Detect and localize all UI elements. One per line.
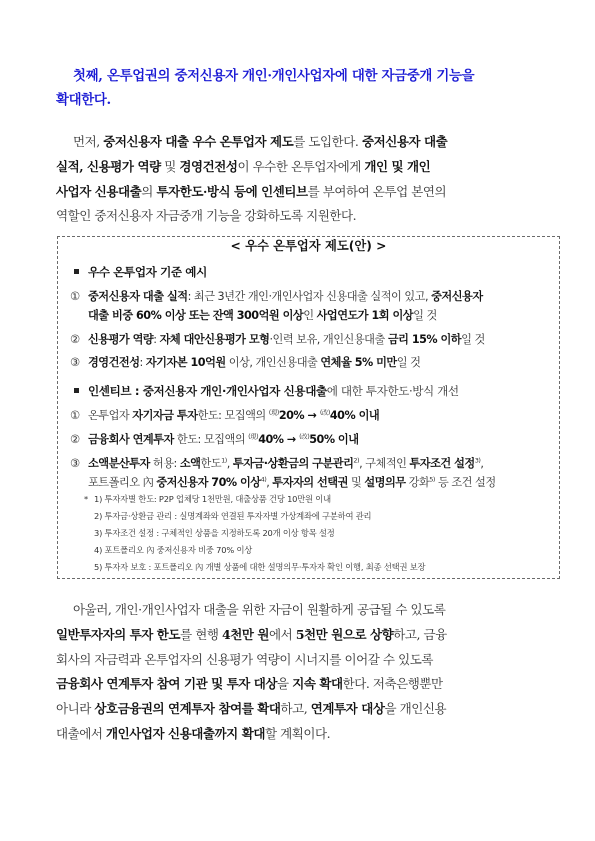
paragraph-expansion [56, 598, 556, 747]
footnote: 2) 투자금·상환금 관리 : 실명계좌와 연결된 투자자별 가상계좌에 구분하여 관리 [94, 511, 372, 521]
paragraph-line: 역할인 중저신용자 자금중개 기능을 강화하도록 지원한다. [56, 208, 357, 224]
incentive-item: ③ 소액분산투자 허용: 소액한도$^{1)}$, 투자금·상환금의 구분관리$^{2)}$, 구체적인 투자조건 설정$^{3)}$, [70, 456, 484, 470]
paragraph-line: 회사의 자금력과 온투업자의 신용평가 역량이 시너지를 이어갈 수 있도록 [56, 651, 433, 667]
paragraph-line: 일반투자자의 투자 한도를 현행 4천만 원에서 5천만 원으로 상향하고, 금융 [56, 626, 447, 642]
paragraph-line: 먼저, 중저신용자 대출 우수 온투업자 제도를 도입한다. 중저신용자 대출 [73, 134, 448, 149]
box-title: < 우수 온투업자 제도(안) > [58, 236, 559, 254]
paragraph-line: 금융회사 연계투자 참여 기관 및 투자 대상을 지속 확대한다. 저축은행뿐만 [56, 676, 443, 692]
square-bullet-icon [74, 388, 79, 393]
paragraph-line: 대출에서 개인사업자 신용대출까지 확대할 계획이다. [56, 725, 331, 741]
paragraph-line: 아울러, 개인·개인사업자 대출을 위한 자금이 원활하게 공급될 수 있도록 [73, 602, 446, 617]
paragraph-line: 아니라 상호금융권의 연계투자 참여를 확대하고, 연계투자 대상을 개인신용 [56, 701, 447, 717]
incentive-item-continued: 포트폴리오 內 중저신용자 70% 이상$^{4)}$, 투자자의 선택권 및 설명의무 강화$^{5)}$ 등 조건 설정 [88, 475, 496, 489]
criteria-item: ① 중저신용자 대출 실적: 최근 3년간 개인·개인사업자 신용대출 실적이 있고, 중저신용자 [70, 290, 483, 303]
criteria-item-continued: 대출 비중 60% 이상 또는 잔액 300억원 이상인 사업연도가 1회 이상일 것 [88, 309, 437, 322]
heading-line-1: 첫째, 온투업권의 중저신용자 개인·개인사업자에 대한 자금중개 기능을 [73, 68, 475, 84]
criteria-item: ② 신용평가 역량: 자체 대안신용평가 모형·인력 보유, 개인신용대출 금리 15% 이하일 것 [70, 333, 485, 346]
paragraph-intro [56, 130, 556, 229]
section-heading [56, 64, 556, 112]
incentive-item: ① 온투업자 자기자금 투자한도: 모집액의 $^{(現)}$20% → $^{(改)}$40% 이내 [70, 408, 380, 422]
square-bullet-icon [74, 269, 79, 274]
paragraph-line: 실적, 신용평가 역량 및 경영건전성이 우수한 온투업자에게 개인 및 개인 [56, 158, 431, 174]
incentive-item: ② 금융회사 연계투자 한도: 모집액의 $^{(現)}$40% → $^{(改)}$50% 이내 [70, 432, 359, 446]
incentive-heading: 인센티브 : 중저신용자 개인·개인사업자 신용대출에 대한 투자한도·방식 개선 [74, 383, 459, 399]
footnote: 5) 투자자 보호 : 포트폴리오 內 개별 상품에 대한 설명의무·투자자 확인 이행, 최종 선택권 보장 [94, 562, 426, 572]
paragraph-line: 사업자 신용대출의 투자한도·방식 등에 인센티브를 부여하여 온투업 본연의 [56, 183, 447, 199]
footnote: *1) 투자자별 한도: P2P 업체당 1천만원, 대출상품 건당 10만원 이내 [84, 494, 331, 504]
policy-box [57, 236, 560, 579]
criteria-heading: 우수 온투업자 기준 예시 [74, 264, 207, 280]
criteria-item: ③ 경영건전성: 자기자본 10억원 이상, 개인신용대출 연체율 5% 미만일 것 [70, 356, 421, 369]
heading-line-2: 확대한다. [56, 92, 111, 108]
footnote: 3) 투자조건 설정 : 구체적인 상품을 지정하도록 20개 이상 항목 설정 [94, 528, 335, 538]
footnote: 4) 포트폴리오 內 중저신용자 비중 70% 이상 [94, 545, 253, 555]
